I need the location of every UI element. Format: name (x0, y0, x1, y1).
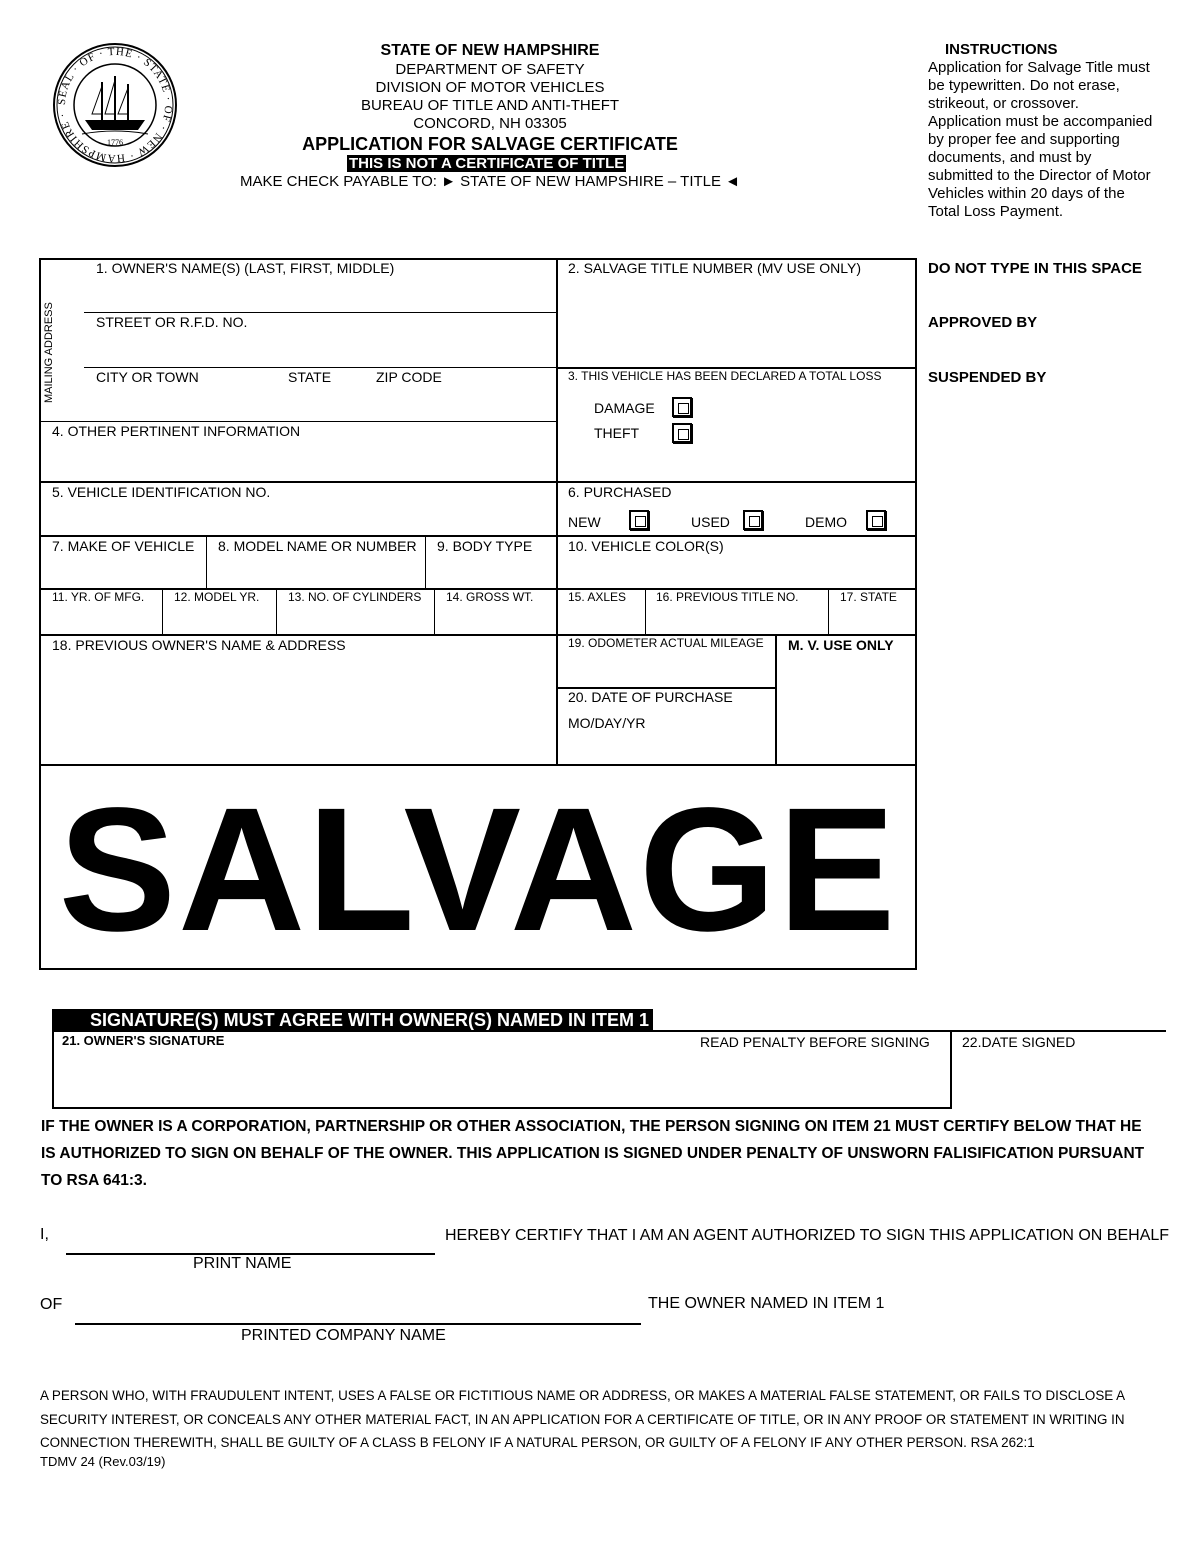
salvage-stamp: SALVAGE (58, 772, 898, 968)
body-type-label: 9. BODY TYPE (437, 538, 533, 554)
suspended-by-label: SUSPENDED BY (928, 369, 1047, 386)
new-label: NEW (568, 514, 601, 530)
seal-year: 1776 (107, 138, 123, 147)
state-seal-logo (52, 42, 178, 168)
city-label: CITY OR TOWN (96, 369, 199, 385)
theft-label: THEFT (594, 425, 640, 441)
bureau-name: BUREAU OF TITLE AND ANTI-THEFT (360, 97, 620, 114)
owner-named-text: THE OWNER NAMED IN ITEM 1 (648, 1295, 885, 1312)
gross-wt-label: 14. GROSS WT. (446, 590, 534, 604)
read-penalty-label: READ PENALTY BEFORE SIGNING (700, 1034, 930, 1050)
i-label: I, (40, 1226, 49, 1243)
certify-text: HEREBY CERTIFY THAT I AM AN AGENT AUTHORIZED TO SIGN THIS APPLICATION ON BEHALF (445, 1227, 1170, 1244)
of-label: OF (40, 1296, 63, 1313)
form-number: TDMV 24 (Rev.03/19) (40, 1454, 166, 1469)
print-name-label: PRINT NAME (193, 1255, 292, 1272)
mailing-address-label: MAILING ADDRESS (43, 302, 55, 403)
company-name-label: PRINTED COMPANY NAME (241, 1327, 446, 1344)
do-not-type-label: DO NOT TYPE IN THIS SPACE (928, 260, 1142, 277)
street-label: STREET OR R.F.D. NO. (96, 314, 248, 330)
model-label: 8. MODEL NAME OR NUMBER (218, 538, 417, 554)
company-name-line[interactable] (75, 1323, 641, 1325)
fraud-warning: A PERSON WHO, WITH FRAUDULENT INTENT, USES A FALSE OR FICTITIOUS NAME OR ADDRESS, OR MAKES A MATERIAL FALSE STATEMENT, OR FAILS TO DISCLOSE A SECURITY INTEREST, OR CONCEALS ANY OTHER MATERIAL FACT, IN AN APPLICATION FOR A CERTIFICATE OF TITLE, OR IN ANY PROOF OR STATEMENT IN WRITING IN CONNECTION THEREWITH, SHALL BE GUILTY OF A CLASS B FELONY IF A NATURAL PERSON, OR GUILTY OF A FELONY IF ANY OTHER PERSON. RSA 262:1 (40, 1388, 1126, 1450)
prev-state-label: 17. STATE (840, 590, 897, 604)
total-loss-label: 3. THIS VEHICLE HAS BEEN DECLARED A TOTAL LOSS (568, 369, 882, 383)
new-checkbox[interactable] (629, 510, 649, 530)
not-title-banner: THIS IS NOT A CERTIFICATE OF TITLE (349, 155, 625, 172)
city-address: CONCORD, NH 03305 (413, 115, 567, 132)
owner-name-label: 1. OWNER'S NAME(S) (LAST, FIRST, MIDDLE) (96, 260, 395, 276)
mv-use-only-label: M. V. USE ONLY (788, 637, 894, 653)
model-yr-label: 12. MODEL YR. (174, 590, 260, 604)
state-name: STATE OF NEW HAMPSHIRE (380, 42, 600, 59)
mo-day-yr-label: MO/DAY/YR (568, 715, 646, 731)
owner-signature-label: 21. OWNER'S SIGNATURE (62, 1033, 225, 1048)
demo-label: DEMO (805, 514, 847, 530)
damage-checkbox[interactable] (672, 397, 692, 417)
payable-line: MAKE CHECK PAYABLE TO: ► STATE OF NEW HAMPSHIRE – TITLE ◄ (239, 173, 741, 190)
previous-owner-label: 18. PREVIOUS OWNER'S NAME & ADDRESS (52, 637, 346, 653)
date-signed-label: 22.DATE SIGNED (962, 1034, 1076, 1050)
other-info-label: 4. OTHER PERTINENT INFORMATION (52, 423, 301, 439)
corporation-notice: IF THE OWNER IS A CORPORATION, PARTNERSHIP OR OTHER ASSOCIATION, THE PERSON SIGNING ON ITEM 21 MUST CERTIFY BELOW THAT HE IS AUTHORIZED TO SIGN ON BEHALF OF THE OWNER. THIS APPLICATION IS SIGNED UNDER PENALTY OF UNSWORN FALISIFICATION PURSUANT TO RSA 641:3. (41, 1118, 1145, 1189)
signature-banner: SIGNATURE(S) MUST AGREE WITH OWNER(S) NAMED IN ITEM 1 (52, 1009, 653, 1031)
previous-title-label: 16. PREVIOUS TITLE NO. (656, 590, 799, 604)
svg-text:SEAL · OF · THE · STATE · OF ·: SEAL · OF · THE · STATE · OF · NEW · HAMPSHIRE · (55, 45, 175, 165)
demo-checkbox[interactable] (866, 510, 886, 530)
yr-mfg-label: 11. YR. OF MFG. (52, 590, 145, 604)
division-name: DIVISION OF MOTOR VEHICLES (375, 79, 605, 96)
vin-label: 5. VEHICLE IDENTIFICATION NO. (52, 484, 271, 500)
purchased-label: 6. PURCHASED (568, 484, 672, 500)
approved-by-label: APPROVED BY (928, 314, 1038, 331)
instructions-text: Application for Salvage Title must be typewritten. Do not erase, strikeout, or crossover. Application must be accompanied by proper fee and supporting documents, and must by submitted to the Director of Motor Vehicles within 20 days of the Total Loss Payment. (928, 59, 1153, 220)
damage-label: DAMAGE (594, 400, 655, 416)
salvage-title-number-label: 2. SALVAGE TITLE NUMBER (MV USE ONLY) (568, 260, 862, 276)
form-title: APPLICATION FOR SALVAGE CERTIFICATE (302, 134, 678, 154)
cylinders-label: 13. NO. OF CYLINDERS (288, 590, 422, 604)
date-of-purchase-label: 20. DATE OF PURCHASE (568, 689, 733, 705)
instructions-title: INSTRUCTIONS (945, 41, 1058, 58)
odometer-label: 19. ODOMETER ACTUAL MILEAGE (568, 636, 764, 650)
make-label: 7. MAKE OF VEHICLE (52, 538, 195, 554)
dept-name: DEPARTMENT OF SAFETY (395, 61, 585, 78)
zip-label: ZIP CODE (376, 369, 442, 385)
state-label: STATE (288, 369, 332, 385)
theft-checkbox[interactable] (672, 423, 692, 443)
axles-label: 15. AXLES (568, 590, 627, 604)
used-checkbox[interactable] (743, 510, 763, 530)
vehicle-color-label: 10. VEHICLE COLOR(S) (568, 538, 724, 554)
used-label: USED (691, 514, 730, 530)
